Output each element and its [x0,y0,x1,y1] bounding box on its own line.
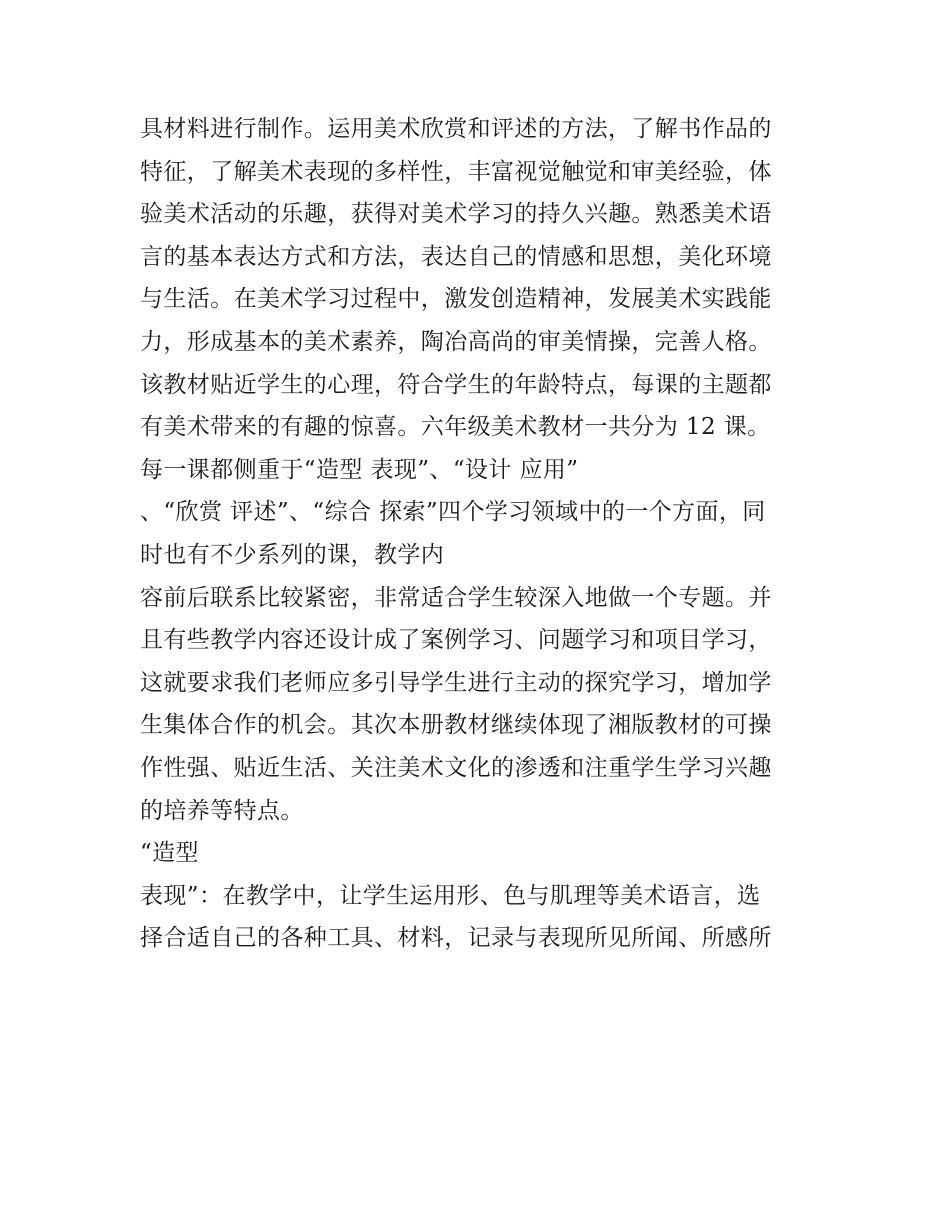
text-line: 且有些教学内容还设计成了案例学习、问题学习和项目学习， [140,627,772,654]
text-line: 每一课都侧重于“造型 表现”、“设计 应用” [140,456,579,483]
text-line: 力，形成基本的美术素养，陶冶高尚的审美情操，完善人格。 [140,328,772,355]
text-line: “造型 [140,840,199,867]
text-line: 时也有不少系列的课，教学内 [140,541,445,568]
text-line: 与生活。在美术学习过程中，激发创造精神，发展美术实践能 [140,286,772,313]
text-line: 择合适自己的各种工具、材料，记录与表现所见所闻、所感所 [140,925,772,952]
text-line: 具材料进行制作。运用美术欣赏和评述的方法，了解书作品的 [140,116,772,142]
text-line: 表现”：在教学中，让学生运用形、色与肌理等美术语言，选 [140,882,761,909]
text-line: 生集体合作的机会。其次本册教材继续体现了湘版教材的可操 [140,712,772,739]
text-line: 该教材贴近学生的心理，符合学生的年龄特点，每课的主题都 [140,371,772,398]
text-line: 容前后联系比较紧密，非常适合学生较深入地做一个专题。并 [140,584,772,611]
text-line: 这就要求我们老师应多引导学生进行主动的探究学习，增加学 [140,669,772,696]
text-line: 有美术带来的有趣的惊喜。六年级美术教材一共分为 12 课。 [140,414,771,441]
text-line: 特征，了解美术表现的多样性，丰富视觉触觉和审美经验，体 [140,158,772,185]
text-line: 言的基本表达方式和方法，表达自己的情感和思想，美化环境 [140,243,772,270]
text-line: 作性强、贴近生活、关注美术文化的渗透和注重学生学习兴趣 [140,754,772,781]
text-line: 验美术活动的乐趣，获得对美术学习的持久兴趣。熟悉美术语 [140,201,772,228]
text-line: 的培养等特点。 [140,797,304,824]
body-text [140,108,820,960]
text-line: 、“欣赏 评述”、“综合 探索”四个学习领域中的一个方面，同 [140,499,766,526]
